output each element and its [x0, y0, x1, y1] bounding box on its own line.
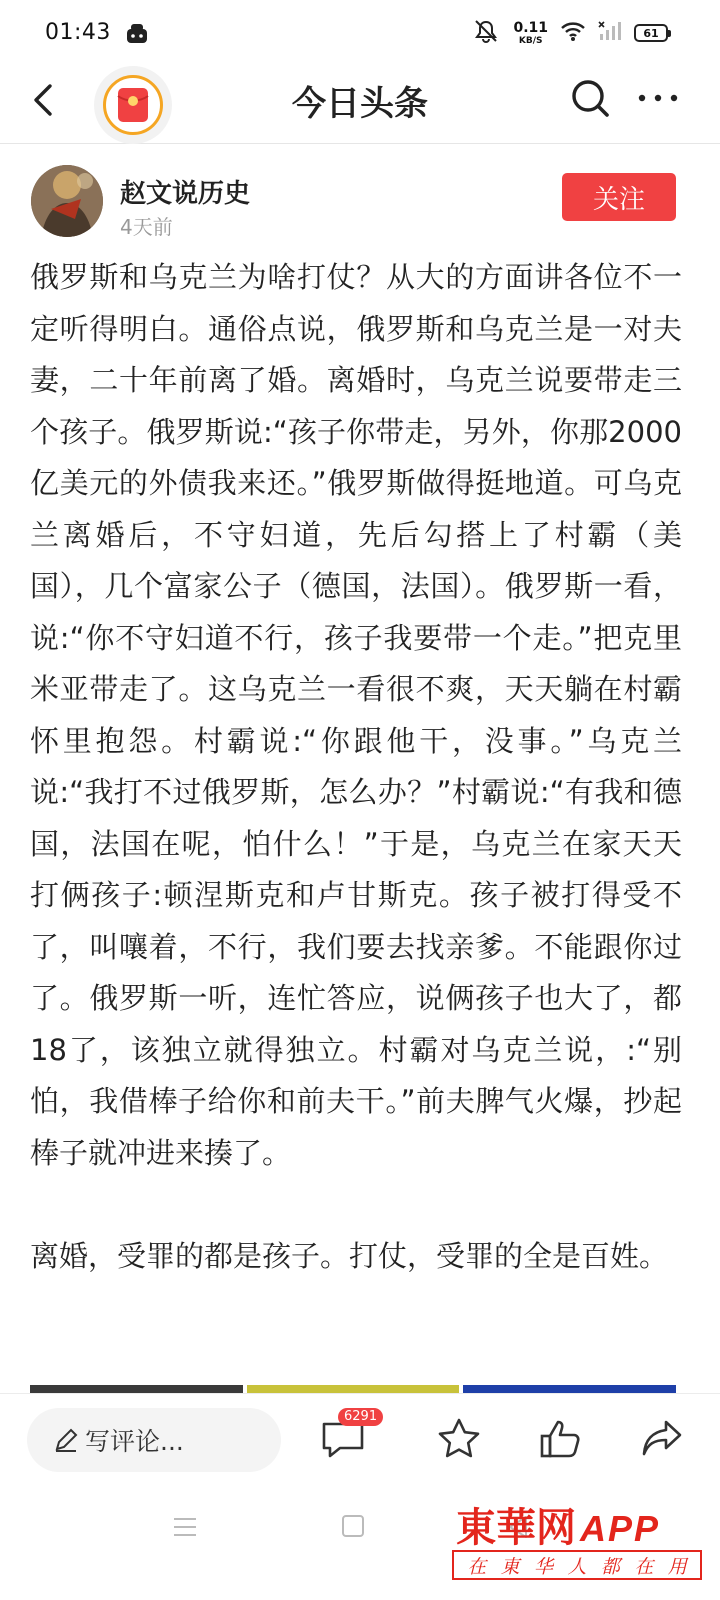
system-nav-bar	[0, 1486, 720, 1600]
menu-button[interactable]	[172, 1516, 198, 1538]
favorite-button[interactable]	[434, 1414, 484, 1464]
pen-icon	[53, 1427, 79, 1453]
search-icon	[568, 76, 612, 120]
red-packet-icon	[103, 75, 163, 135]
like-button[interactable]	[536, 1414, 586, 1464]
wifi-icon	[560, 20, 586, 46]
author-name[interactable]: 赵文说历史	[120, 179, 251, 209]
status-indicators	[471, 18, 668, 48]
article-paragraph: 离婚，受罪的都是孩子。打仗，受罪的全是百姓。	[30, 1239, 669, 1273]
more-button[interactable]	[634, 76, 682, 120]
status-time: 01:43	[45, 20, 111, 45]
watermark-char: 华	[534, 1555, 554, 1578]
watermark-char: 都	[600, 1555, 620, 1578]
bottom-action-bar	[0, 1393, 720, 1485]
more-dots-icon	[634, 76, 682, 120]
network-speed-value: 0.11	[513, 19, 548, 36]
menu-icon	[172, 1516, 198, 1538]
watermark-logo-text: 東華网	[456, 1505, 576, 1551]
share-icon	[638, 1414, 688, 1464]
status-bar	[0, 0, 720, 66]
paragraph-spacer	[30, 1179, 682, 1231]
comment-placeholder: 写评论...	[85, 1427, 184, 1456]
back-button[interactable]	[22, 78, 66, 122]
article-paragraph: 俄罗斯和乌克兰为啥打仗？从大的方面讲各位不一定听得明白。通俗点说，俄罗斯和乌克兰是一对夫妻，二十年前离了婚。离婚时，乌克兰说要带走三个孩子。俄罗斯说:“孩子你带走，另外，你那2000亿美元的外债我来还。”俄罗斯做得挺地道。可乌克兰离婚后，不守妇道，先后勾搭上了村霸（美国），几个富家公子（德国，法国）。俄罗斯一看，说:“你不守妇道不行，孩子我要带一个走。”把克里米亚带走了。这乌克兰一看很不爽，天天躺在村霸怀里抱怨。村霸说:“你跟他干，没事。”乌克兰说:“我打不过俄罗斯，怎么办？”村霸说:“有我和德国，法国在呢，怕什么！”于是，乌克兰在家天天打俩孩子:顿涅斯克和卢甘斯克。孩子被打得受不了，叫嚷着，不行，我们要去找亲爹。不能跟你过了。俄罗斯一听，连忙答应，说俩孩子也大了，都18了，该独立就得独立。村霸对乌克兰说，:“别怕，我借棒子给你和前夫干。”前夫脾气火爆，抄起棒子就冲进来揍了。	[30, 260, 682, 1170]
mute-icon	[471, 18, 501, 48]
comment-count-badge: 6291	[338, 1408, 383, 1426]
post-time: 4天前	[120, 215, 173, 239]
watermark-logo	[456, 1496, 660, 1553]
battery-indicator: 61	[634, 24, 668, 42]
watermark-char: 在	[634, 1555, 654, 1578]
watermark-logo-suffix: APP	[580, 1508, 661, 1549]
watermark-char: 東	[500, 1555, 520, 1578]
notification-app-icon	[125, 22, 149, 46]
follow-button[interactable]: 关注	[562, 173, 676, 221]
watermark-char: 用	[667, 1555, 687, 1578]
top-nav	[0, 66, 720, 144]
comment-input[interactable]	[27, 1408, 281, 1472]
red-packet-button[interactable]	[94, 66, 172, 144]
author-row	[0, 145, 720, 245]
watermark-char: 在	[467, 1555, 487, 1578]
share-button[interactable]	[638, 1414, 688, 1464]
back-arrow-icon	[22, 78, 66, 122]
network-speed-unit: KB/S	[518, 35, 543, 46]
search-button[interactable]	[568, 76, 612, 120]
signal-icon	[598, 20, 622, 46]
home-button[interactable]	[342, 1515, 364, 1537]
watermark-slogan	[452, 1550, 702, 1580]
article-body	[30, 252, 682, 1283]
network-speed	[513, 21, 548, 46]
app-title: 今日头条	[292, 84, 428, 124]
watermark-char: 人	[567, 1555, 587, 1578]
star-icon	[434, 1414, 484, 1464]
avatar[interactable]	[31, 165, 103, 237]
thumbs-up-icon	[536, 1414, 586, 1464]
